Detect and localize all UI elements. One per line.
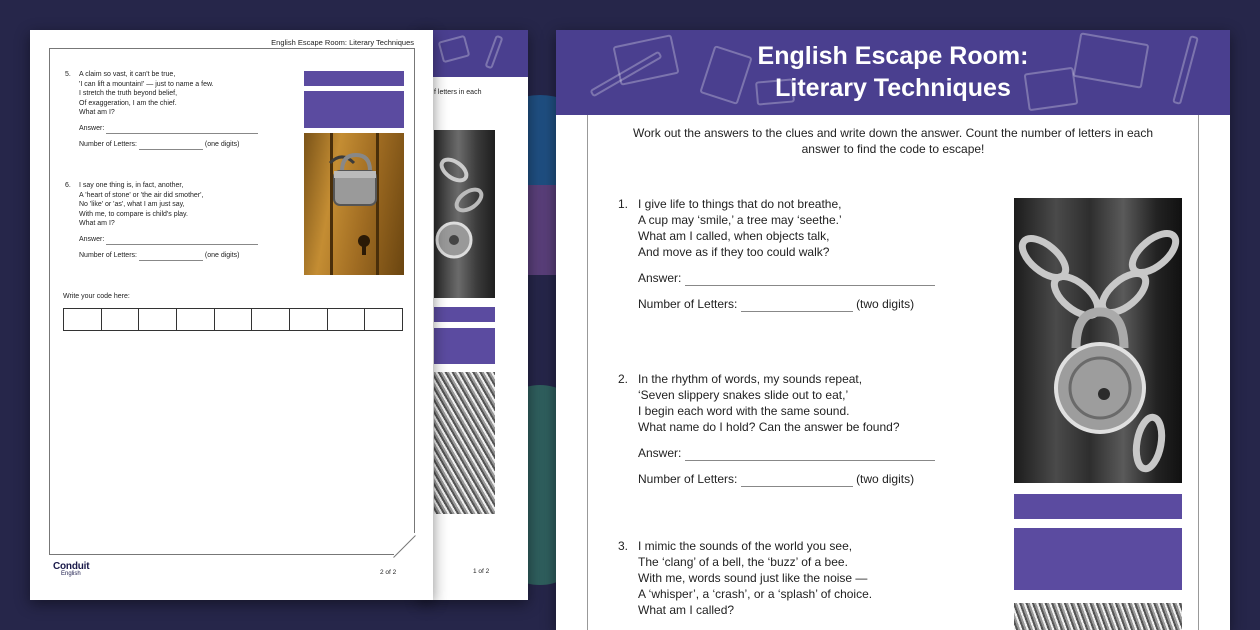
code-cell[interactable]	[177, 309, 215, 330]
middle-page-banner	[420, 30, 528, 77]
answer-bar-small	[1014, 494, 1182, 519]
title-text	[556, 40, 1230, 104]
question-5-letters-label: Number of Letters:	[79, 141, 137, 148]
question-3	[618, 538, 948, 618]
padlock-door-photo	[304, 133, 404, 275]
right-page	[556, 30, 1230, 630]
question-6-answer-field[interactable]	[106, 237, 258, 245]
question-5-letters-field[interactable]	[139, 142, 203, 150]
question-6-line: With me, to compare is child's play.	[79, 210, 188, 218]
chain-padlock-photo	[1014, 198, 1182, 483]
code-grid	[63, 308, 403, 331]
question-3-line: I mimic the sounds of the world you see,	[638, 539, 853, 553]
question-1-answer-field[interactable]	[685, 274, 935, 286]
question-2-line: What name do I hold? Can the answer be found?	[638, 420, 900, 434]
question-6-line: I say one thing is, in fact, another,	[79, 182, 184, 189]
question-6-line: No 'like' or 'as', what I am just say,	[79, 201, 185, 209]
right-page-border-right	[1198, 115, 1199, 630]
question-1-letters-field[interactable]	[741, 300, 853, 312]
intro-line-2: answer to find the code to escape!	[801, 142, 985, 156]
book-pages-photo	[1014, 603, 1182, 630]
question-1-answer-label: Answer:	[638, 271, 682, 285]
code-cell[interactable]	[64, 309, 102, 330]
pencil-doodle	[484, 35, 503, 70]
question-2-number: 2.	[618, 372, 629, 386]
question-3-line: The ‘clang’ of a bell, the ‘buzz’ of a bee.	[638, 555, 848, 569]
title-banner	[556, 30, 1230, 115]
question-2-letters-field[interactable]	[741, 475, 853, 487]
question-5-answer-row	[79, 124, 258, 134]
question-1-line: A cup may ‘smile,’ a tree may ‘seethe.’	[638, 213, 842, 227]
question-5-line: A claim so vast, it can't be true,	[79, 71, 176, 78]
question-1-number: 1.	[618, 197, 629, 211]
question-5-letters-row	[79, 140, 240, 150]
code-cell[interactable]	[215, 309, 253, 330]
left-page-footer: 2 of 2	[380, 569, 397, 576]
title-line-1: English Escape Room:	[757, 42, 1029, 70]
left-page-border-bottom	[49, 554, 394, 555]
right-page-border-left	[587, 115, 588, 630]
question-2-letters-row	[638, 471, 914, 487]
question-5-line: Of exaggeration, I am the chief.	[79, 99, 177, 107]
question-5-digits-hint: (one digits)	[204, 141, 240, 148]
question-6-letters-row	[79, 251, 240, 261]
question-6-digits-hint: (one digits)	[204, 252, 240, 259]
intro-text	[596, 125, 1190, 157]
question-6-line: A 'heart of stone' or 'the air did smother',	[79, 191, 204, 199]
question-1-letters-row	[638, 296, 914, 312]
question-5-line: 'I can lift a mountain!' — just to name a few.	[79, 80, 214, 88]
question-5-answer-field[interactable]	[106, 126, 258, 134]
question-5-line: What am I?	[79, 109, 115, 117]
question-5-answer-label: Answer:	[79, 125, 105, 132]
question-2-line: In the rhythm of words, my sounds repeat,	[638, 372, 863, 386]
title-line-2: Literary Techniques	[775, 74, 1011, 102]
question-3-line: With me, words sound just like the noise —	[638, 571, 868, 585]
middle-page	[420, 30, 528, 600]
question-5-number: 5.	[65, 71, 71, 78]
code-cell[interactable]	[252, 309, 290, 330]
code-cell[interactable]	[290, 309, 328, 330]
question-6-answer-label: Answer:	[79, 236, 105, 243]
code-label: Write your code here:	[63, 293, 130, 300]
question-1-line: What am I called, when objects talk,	[638, 229, 830, 243]
answer-bar-large	[304, 91, 404, 128]
question-2-digits-hint: (two digits)	[856, 472, 915, 486]
question-2-answer-label: Answer:	[638, 446, 682, 460]
question-5-line: I stretch the truth beyond belief,	[79, 90, 178, 98]
question-6	[65, 181, 295, 229]
code-cell[interactable]	[139, 309, 177, 330]
question-1-letters-label: Number of Letters:	[638, 297, 738, 311]
question-6-line: What am I?	[79, 220, 115, 228]
question-3-number: 3.	[618, 539, 629, 553]
middle-page-footer: 1 of 2	[473, 568, 490, 575]
question-2-answer-row	[638, 445, 935, 461]
book-doodle	[438, 35, 471, 63]
code-cell[interactable]	[102, 309, 140, 330]
logo-sub: English	[61, 571, 81, 577]
question-3-line: A ‘whisper’, a ‘crash’, or a ‘splash’ of choice.	[638, 587, 873, 601]
answer-bar-small	[304, 71, 404, 86]
left-page-border-right	[414, 48, 415, 533]
question-2-letters-label: Number of Letters:	[638, 472, 738, 486]
middle-answer-bar-small	[434, 307, 495, 322]
question-5	[65, 70, 295, 118]
question-2-line: I begin each word with the same sound.	[638, 404, 850, 418]
code-cell[interactable]	[365, 309, 402, 330]
question-1-digits-hint: (two digits)	[856, 297, 915, 311]
book-pages-photo-partial	[434, 372, 495, 514]
question-1-line: I give life to things that do not breathe,	[638, 197, 842, 211]
question-2	[618, 371, 948, 435]
middle-page-partial-text: f letters in each	[434, 89, 482, 96]
answer-bar-large	[1014, 528, 1182, 590]
chain-icon	[434, 130, 495, 298]
question-1-line: And move as if they too could walk?	[638, 245, 830, 259]
question-2-line: ‘Seven slippery snakes slide out to eat,’	[638, 388, 849, 402]
middle-answer-bar-large	[434, 328, 495, 364]
question-6-letters-field[interactable]	[139, 253, 203, 261]
left-page-header: English Escape Room: Literary Techniques	[271, 38, 414, 47]
question-3-line: What am I called?	[638, 603, 735, 617]
question-2-answer-field[interactable]	[685, 449, 935, 461]
question-1-answer-row	[638, 270, 935, 286]
question-6-letters-label: Number of Letters:	[79, 252, 137, 259]
conduit-logo	[53, 561, 89, 577]
chain-padlock-icon	[1014, 198, 1182, 483]
chain-lock-photo-partial	[434, 130, 495, 298]
intro-line-1: Work out the answers to the clues and write down the answer. Count the number of letters in each	[632, 126, 1154, 140]
question-6-number: 6.	[65, 182, 71, 189]
code-cell[interactable]	[328, 309, 366, 330]
left-page	[30, 30, 433, 600]
question-1	[618, 196, 948, 260]
question-6-answer-row	[79, 235, 258, 245]
logo-brand: Conduit	[53, 561, 90, 572]
padlock-icon	[304, 133, 404, 275]
